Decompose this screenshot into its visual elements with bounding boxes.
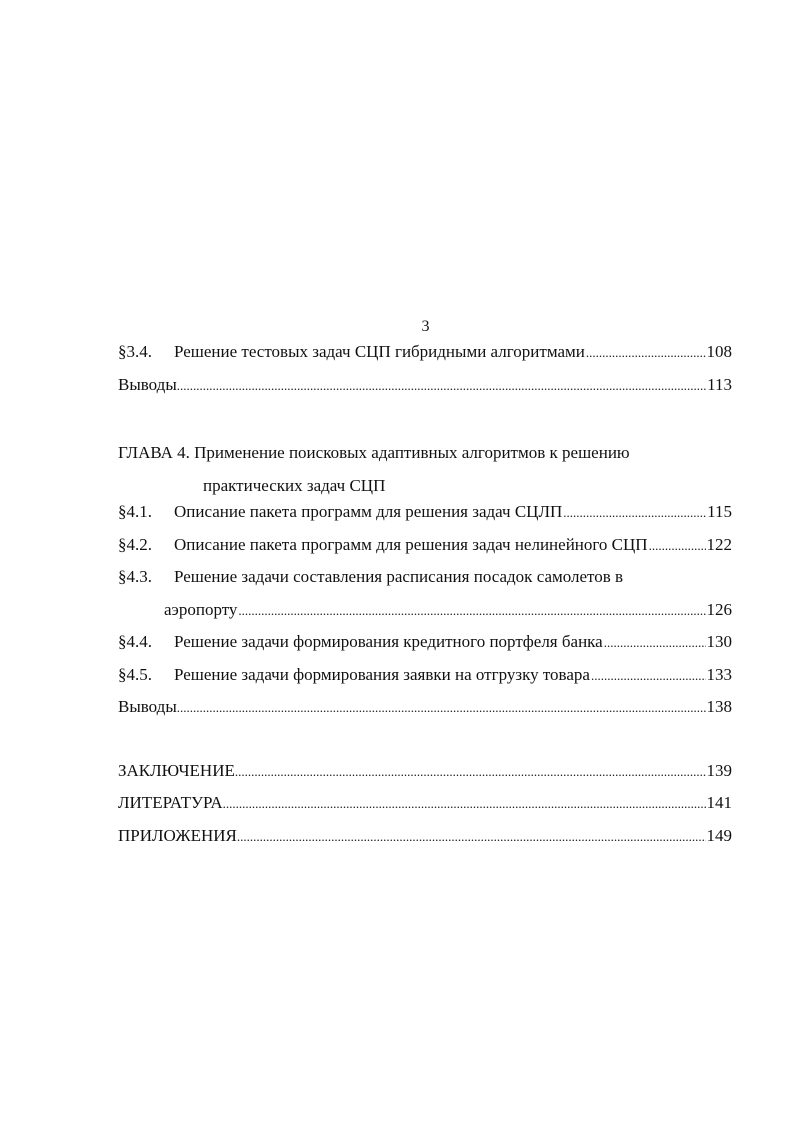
dot-leader: [177, 700, 706, 716]
dot-leader: [591, 668, 706, 684]
toc-entry-page: 122: [706, 534, 732, 554]
dot-leader: [238, 603, 705, 619]
toc-entry-number: §4.5.: [118, 664, 152, 684]
toc-entry-page: 133: [706, 664, 732, 684]
toc-entry-page: 138: [706, 697, 732, 716]
toc-entry-page: 113: [707, 374, 732, 394]
toc-entry-page: 126: [706, 599, 732, 619]
chapter-4-heading[interactable]: [118, 437, 732, 502]
toc-entry-title-continuation: аэропорту: [164, 599, 238, 619]
toc-entry-4-4[interactable]: [118, 632, 732, 665]
dot-leader: [649, 538, 706, 554]
toc-entry-page: 141: [706, 793, 732, 812]
dot-leader: [563, 505, 706, 521]
chapter-title-line2: практических задач СЦП: [203, 475, 386, 495]
page-number: 3: [421, 318, 430, 335]
toc-entry-page: 115: [707, 502, 732, 521]
toc-entry-4-1[interactable]: [118, 502, 732, 535]
toc-entry-title: Решение задачи формирования заявки на отгрузку товара: [174, 664, 590, 684]
toc-entry-4-3-continuation[interactable]: [118, 600, 732, 633]
table-of-contents: [118, 342, 732, 858]
toc-entry-page: 149: [706, 825, 732, 845]
toc-entry-title: ЗАКЛЮЧЕНИЕ: [118, 760, 235, 780]
toc-entry-conclusions-4[interactable]: [118, 697, 732, 730]
toc-entry-title: Описание пакета программ для решения задач СЦЛП: [174, 502, 563, 521]
toc-entry-conclusion[interactable]: [118, 761, 732, 794]
dot-leader: [604, 635, 706, 651]
toc-entry-title: Решение задачи составления расписания посадок самолетов в: [174, 567, 624, 586]
toc-entry-title: Решение тестовых задач СЦП гибридными алгоритмами: [174, 342, 585, 361]
toc-entry-page: 139: [706, 760, 732, 780]
toc-entry-title: ЛИТЕРАТУРА: [118, 793, 223, 812]
toc-entry-4-3[interactable]: [118, 567, 732, 600]
toc-entry-number: §4.3.: [118, 567, 152, 586]
toc-entry-title: Выводы: [118, 697, 177, 716]
chapter-title-line1: ГЛАВА 4. Применение поисковых адаптивных алгоритмов к решению: [118, 443, 630, 462]
toc-entry-page: 108: [706, 342, 732, 361]
toc-entry-number: §3.4.: [118, 342, 152, 361]
toc-entry-title: Описание пакета программ для решения задач нелинейного СЦП: [174, 534, 648, 554]
toc-entry-3-4[interactable]: [118, 342, 732, 375]
toc-entry-appendices[interactable]: [118, 826, 732, 859]
toc-entry-title: Выводы: [118, 374, 177, 394]
toc-entry-4-5[interactable]: [118, 665, 732, 698]
toc-entry-conclusions-3[interactable]: [118, 375, 732, 408]
toc-entry-title: Решение задачи формирования кредитного портфеля банка: [174, 632, 603, 651]
dot-leader: [177, 378, 706, 394]
toc-entry-number: §4.4.: [118, 632, 152, 651]
dot-leader: [237, 829, 706, 845]
toc-entry-literature[interactable]: [118, 793, 732, 826]
toc-entry-number: §4.2.: [118, 534, 152, 554]
dot-leader: [586, 345, 706, 361]
toc-entry-title: ПРИЛОЖЕНИЯ: [118, 825, 237, 845]
dot-leader: [223, 796, 706, 812]
toc-entry-page: 130: [706, 632, 732, 651]
dot-leader: [235, 764, 706, 780]
toc-entry-number: §4.1.: [118, 502, 152, 521]
toc-entry-4-2[interactable]: [118, 535, 732, 568]
